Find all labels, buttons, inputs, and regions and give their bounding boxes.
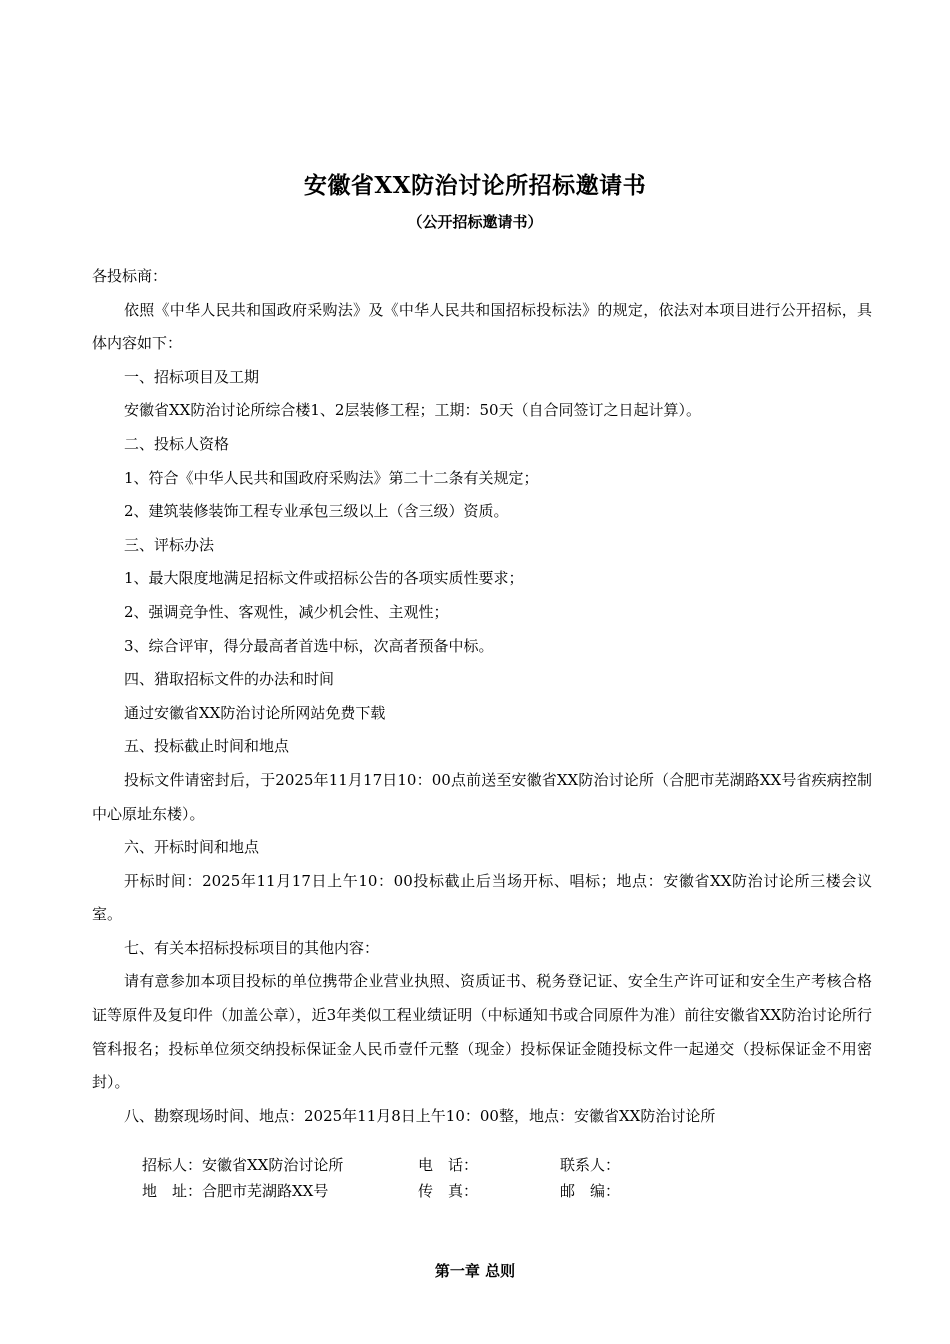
chapter-heading: 第一章 总则 bbox=[434, 1262, 516, 1280]
contact-block bbox=[142, 1152, 680, 1204]
section-line: 通过安徽省XX防治讨论所网站免费下载 bbox=[124, 703, 386, 722]
section-line: 请有意参加本项目投标的单位携带企业营业执照、资质证书、税务登记证、安全生产许可证和安全生产考核合格证等原件及复印件（加盖公章），近3年类似工程业绩证明（中标通知书或合同原件为准）前往安徽省XX防治讨论所行管科报名；投标单位须交纳投标保证金人民币壹仟元整（现金）投标保证金随投标文件一起递交（投标保证金不用密封）。 bbox=[92, 972, 872, 1092]
section-heading: 一、招标项目及工期 bbox=[124, 367, 260, 386]
section-heading: 七、有关本招标投标项目的其他内容： bbox=[124, 938, 380, 957]
document-body bbox=[92, 260, 872, 1133]
page-title: 安徽省XX防治讨论所招标邀请书 bbox=[303, 172, 647, 199]
section-line: 开标时间：2025年11月17日上午10：00投标截止后当场开标、唱标；地点：安徽省XX防治讨论所三楼会议室。 bbox=[92, 871, 872, 924]
section-line: 2、强调竞争性、客观性，减少机会性、主观性； bbox=[124, 602, 449, 621]
section-heading: 五、投标截止时间和地点 bbox=[124, 737, 290, 756]
page-subtitle: （公开招标邀请书） bbox=[407, 213, 543, 231]
section-line: 3、综合评审，得分最高者首选中标，次高者预备中标。 bbox=[124, 636, 494, 655]
section-heading: 六、开标时间和地点 bbox=[124, 838, 260, 857]
contact-person-field: 联系人： bbox=[560, 1156, 621, 1174]
section-line: 1、最大限度地满足招标文件或招标公告的各项实质性要求； bbox=[124, 569, 524, 588]
postcode-field: 邮 编： bbox=[560, 1182, 621, 1200]
fax-field: 传 真： bbox=[418, 1182, 479, 1200]
section-heading: 二、投标人资格 bbox=[124, 434, 230, 453]
phone-field: 电 话： bbox=[418, 1156, 479, 1174]
contact-row bbox=[142, 1178, 680, 1204]
address-field: 地 址：合肥市芜湖路XX号 bbox=[142, 1182, 329, 1200]
section-heading: 三、评标办法 bbox=[124, 535, 215, 554]
contact-row bbox=[142, 1152, 680, 1178]
intro-paragraph: 依照《中华人民共和国政府采购法》及《中华人民共和国招标投标法》的规定，依法对本项目进行公开招标，具体内容如下： bbox=[92, 300, 872, 353]
section-line: 1、符合《中华人民共和国政府采购法》第二十二条有关规定； bbox=[124, 468, 539, 487]
section-heading: 八、勘察现场时间、地点：2025年11月8日上午10：00整，地点：安徽省XX防治讨论所 bbox=[124, 1106, 716, 1125]
section-line: 投标文件请密封后，于2025年11月17日10：00点前送至安徽省XX防治讨论所（合肥市芜湖路XX号省疾病控制中心原址东楼）。 bbox=[92, 770, 872, 823]
greeting: 各投标商： bbox=[92, 267, 168, 285]
section-line: 2、建筑装修装饰工程专业承包三级以上（含三级）资质。 bbox=[124, 502, 509, 521]
section-heading: 四、猎取招标文件的办法和时间 bbox=[124, 670, 335, 689]
section-line: 安徽省XX防治讨论所综合楼1、2层装修工程；工期：50天（自合同签订之日起计算）。 bbox=[124, 401, 702, 420]
tenderer-field: 招标人：安徽省XX防治讨论所 bbox=[142, 1156, 344, 1174]
